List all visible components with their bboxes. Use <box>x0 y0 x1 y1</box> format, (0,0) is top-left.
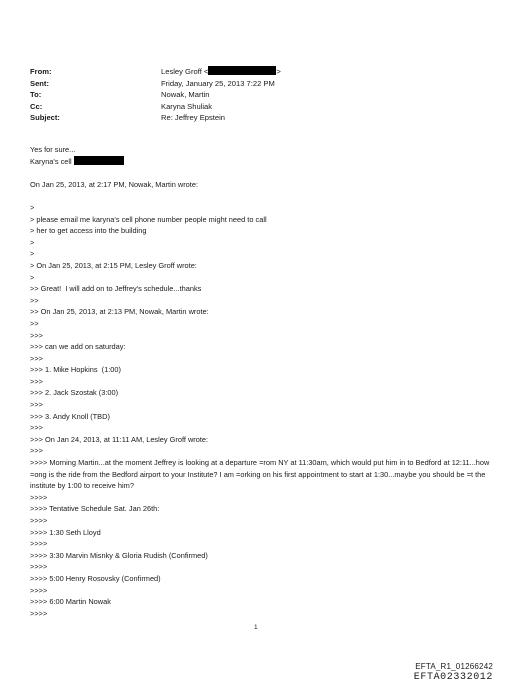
header-subject-row <box>30 112 281 124</box>
from-label: From: <box>30 67 52 76</box>
email-body <box>30 144 490 619</box>
body-line: >>> <box>30 353 43 363</box>
redaction-bar <box>208 66 276 75</box>
body-line: >>>> 3:30 Marvin Misnky & Gloria Rudish (Confirmed) <box>30 550 208 560</box>
body-line-cell <box>30 156 490 168</box>
body-line: >>>> <box>30 562 48 572</box>
header-from-row <box>30 66 281 78</box>
redaction-bar <box>74 156 124 165</box>
body-line: >>> <box>30 423 43 433</box>
bates-footer <box>414 662 493 684</box>
header-sent-row <box>30 78 281 90</box>
body-line: >>> <box>30 446 43 456</box>
body-line: > <box>30 202 35 212</box>
sent-label: Sent: <box>30 78 49 88</box>
body-lines <box>30 179 490 620</box>
body-line: >>>> 1:30 Seth Lloyd <box>30 527 101 537</box>
body-line: Yes for sure... <box>30 145 76 154</box>
bates-id-small: EFTA_R1_01266242 <box>415 662 493 671</box>
from-tail: > <box>276 67 281 76</box>
body-line: > <box>30 237 35 247</box>
body-line: >>> 3. Andy Knoll (TBD) <box>30 411 110 421</box>
body-line: >>> <box>30 376 43 386</box>
sent-value: Friday, January 25, 2013 7:22 PM <box>161 78 275 88</box>
body-line: >>> 2. Jack Szostak (3:00) <box>30 388 119 398</box>
body-line: >>>> <box>30 492 48 502</box>
header-cc-row <box>30 101 281 113</box>
header-to-row <box>30 89 281 101</box>
body-line: >>> can we add on saturday: <box>30 342 126 352</box>
cell-label: Karyna's cell <box>30 156 72 166</box>
body-line: > her to get access into the building <box>30 226 147 236</box>
subject-value: Re: Jeffrey Epstein <box>161 113 226 122</box>
body-spacer <box>30 167 490 179</box>
body-line: >> <box>30 318 39 328</box>
body-line: > <box>30 272 35 282</box>
body-line: >>> 1. Mike Hopkins (1:00) <box>30 365 121 375</box>
body-line: > On Jan 25, 2013, at 2:15 PM, Lesley Groff wrote: <box>30 260 197 270</box>
email-header <box>30 66 281 124</box>
bates-id-large: EFTA02332012 <box>413 672 493 683</box>
to-value: Nowak, Martin <box>161 90 210 99</box>
body-line: On Jan 25, 2013, at 2:17 PM, Nowak, Martin wrote: <box>30 179 199 189</box>
subject-label: Subject: <box>30 113 60 122</box>
cc-value: Karyna Shuliak <box>161 101 213 111</box>
from-value <box>161 66 281 78</box>
body-line: >>>> 6:00 Martin Nowak <box>30 597 111 607</box>
body-line: >> Great! I will add on to Jeffrey's schedule...thanks <box>30 284 202 294</box>
body-line: >>>> <box>30 585 48 595</box>
body-line: >>>> 5:00 Henry Rosovsky (Confirmed) <box>30 573 161 583</box>
to-label: To: <box>30 90 42 99</box>
page-number: 1 <box>254 624 258 631</box>
body-line: >>>> <box>30 608 48 618</box>
body-line: >>>> <box>30 539 48 549</box>
cc-label: Cc: <box>30 101 43 111</box>
body-line: >>>> Tentative Schedule Sat. Jan 26th: <box>30 504 160 514</box>
from-name: Lesley Groff < <box>161 67 209 76</box>
body-line <box>30 190 490 202</box>
body-line: >>>> Morning Martin...at the moment Jeffrey is looking at a departure =rom NY at 11:30am, which would put him in to Bedford at 12:11...how =ong is the ride from the Bedford airport to your Institute? I am =orking on his first appointment to start at 1:30...maybe you should be =t the institute by 1:00 to receive him? <box>30 458 490 491</box>
body-line: >> On Jan 25, 2013, at 2:13 PM, Nowak, Martin wrote: <box>30 307 209 317</box>
body-line: >>>> <box>30 516 48 525</box>
body-line: >>> <box>30 400 43 410</box>
body-line: >>> <box>30 330 43 340</box>
body-line: >> <box>30 295 39 305</box>
body-line: > please email me karyna's cell phone number people might need to call <box>30 214 267 224</box>
body-line: > <box>30 249 35 259</box>
body-line: >>> On Jan 24, 2013, at 11:11 AM, Lesley Groff wrote: <box>30 434 209 444</box>
